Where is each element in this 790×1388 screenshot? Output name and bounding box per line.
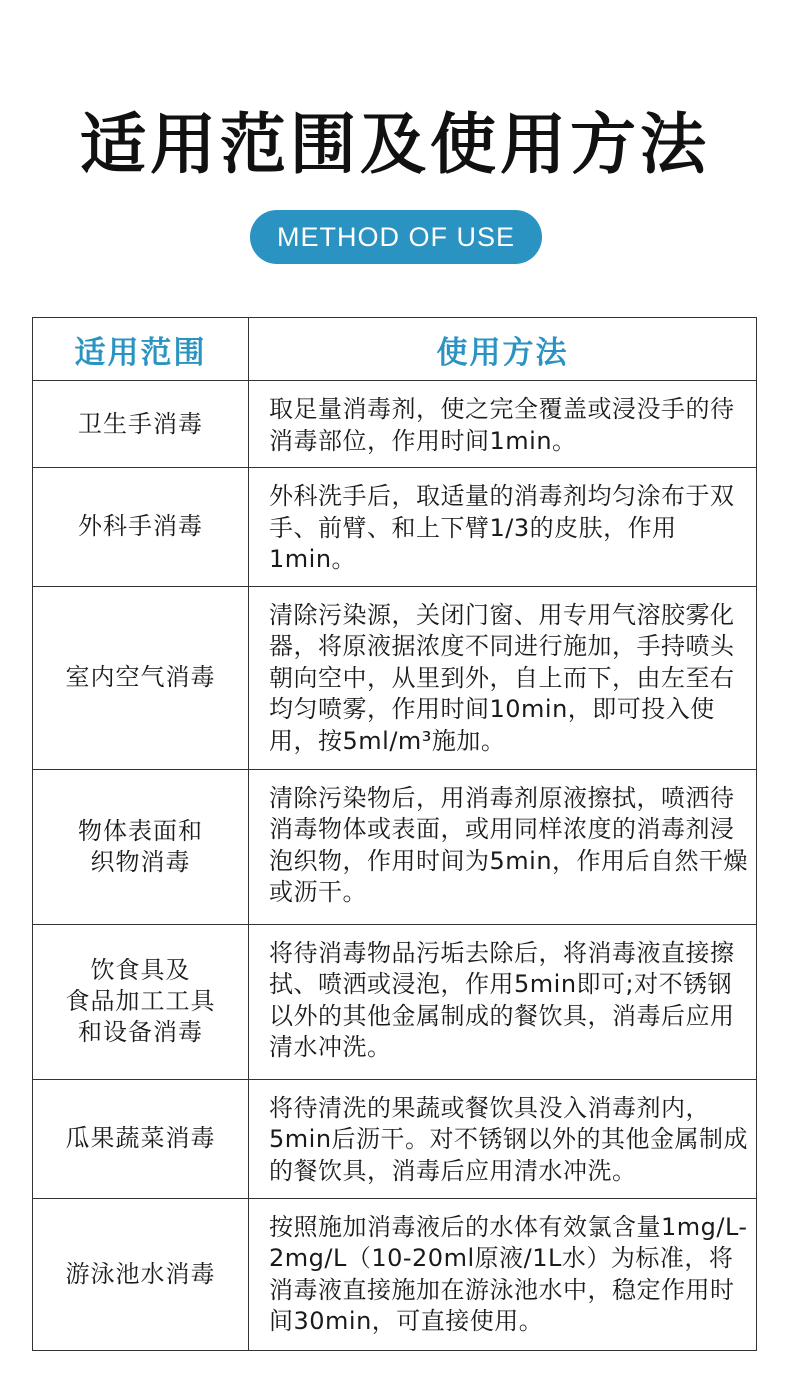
method-cell: 清除污染源，关闭门窗、用专用气溶胶雾化器，将原液据浓度不同进行施加，手持喷头朝向空中，从里到外，自上而下，由左至右均匀喷雾，作用时间10min，即可投入使用，按5ml/m³施加。 (249, 586, 757, 769)
table-row (33, 468, 757, 587)
header-method: 使用方法 (249, 318, 757, 381)
table-row (33, 924, 757, 1079)
scope-cell: 瓜果蔬菜消毒 (33, 1079, 249, 1198)
scope-cell: 外科手消毒 (33, 468, 249, 587)
header-scope: 适用范围 (33, 318, 249, 381)
scope-cell: 室内空气消毒 (33, 586, 249, 769)
method-of-use-badge: METHOD OF USE (250, 210, 542, 264)
method-cell: 将待清洗的果蔬或餐饮具没入消毒剂内，5min后沥干。对不锈钢以外的其他金属制成的餐饮具，消毒后应用清水冲洗。 (249, 1079, 757, 1198)
table-header-row (33, 318, 757, 381)
table-row (33, 1198, 757, 1350)
scope-cell: 游泳池水消毒 (33, 1198, 249, 1350)
method-cell: 将待消毒物品污垢去除后，将消毒液直接擦拭、喷洒或浸泡，作用5min即可;对不锈钢以外的其他金属制成的餐饮具，消毒后应用清水冲洗。 (249, 924, 757, 1079)
method-cell: 清除污染物后，用消毒剂原液擦拭，喷洒待消毒物体或表面，或用同样浓度的消毒剂浸泡织物，作用时间为5min，作用后自然干燥或沥干。 (249, 769, 757, 924)
table-row (33, 769, 757, 924)
table-row (33, 1079, 757, 1198)
table-row (33, 381, 757, 468)
scope-cell: 饮食具及 食品加工工具 和设备消毒 (33, 924, 249, 1079)
method-cell: 外科洗手后，取适量的消毒剂均匀涂布于双手、前臂、和上下臂1/3的皮肤，作用1min。 (249, 468, 757, 587)
page-title: 适用范围及使用方法 (80, 106, 710, 183)
scope-cell: 物体表面和 织物消毒 (33, 769, 249, 924)
method-cell: 按照施加消毒液后的水体有效氯含量1mg/L-2mg/L（10-20ml原液/1L水）为标准，将消毒液直接施加在游泳池水中，稳定作用时间30min，可直接使用。 (249, 1198, 757, 1350)
scope-cell: 卫生手消毒 (33, 381, 249, 468)
usage-table (32, 317, 757, 1351)
method-cell: 取足量消毒剂，使之完全覆盖或浸没手的待消毒部位，作用时间1min。 (249, 381, 757, 468)
table-row (33, 586, 757, 769)
